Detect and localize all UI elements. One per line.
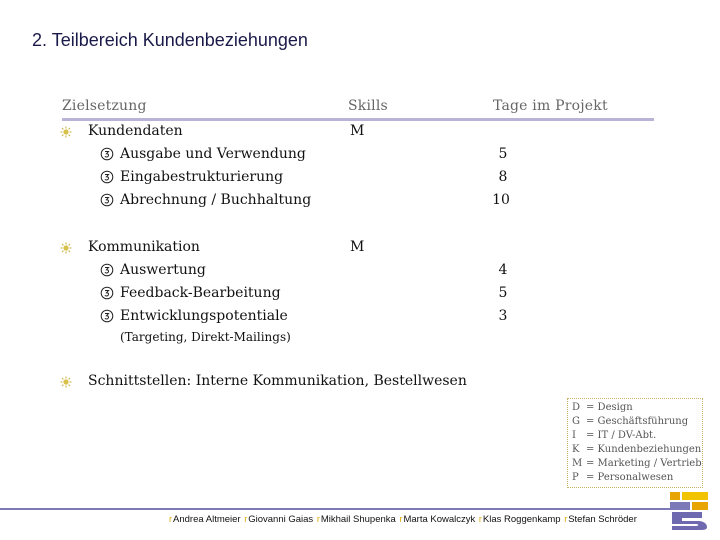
sun-bullet-icon [60,242,72,254]
footer-authors: rAndrea Altmeier rGiovanni Gaias rMikhail Shupenka rMarta Kowalczyk rKlas Roggenkamp rStefan Schröder [169,514,637,525]
item-note: (Targeting, Direkt-Mailings) [120,330,291,344]
legend-row: K = Kundenbeziehungen [572,444,702,455]
header-skills: Skills [348,98,388,114]
footer-divider [0,508,672,510]
author-name: Klas Roggenkamp [482,514,561,525]
author-name: Marta Kowalczyk [403,514,476,525]
legend-row: P = Personalwesen [572,472,674,483]
legend-row: M = Marketing / Vertrieb [572,458,702,469]
author-name: Giovanni Gaias [248,514,314,525]
days-auswertung: 4 [498,262,508,278]
circled-digit-icon [100,170,114,184]
days-abrechnung: 10 [492,192,510,208]
circled-digit-icon [100,286,114,300]
skill-kommunikation: M [350,239,365,255]
skill-kundendaten: M [350,123,365,139]
author-name: Stefan Schröder [568,514,637,525]
header-divider [62,118,654,121]
item-entwicklung: Entwicklungspotentiale [120,308,288,324]
circled-digit-icon [100,147,114,161]
section-kundendaten: Kundendaten [88,123,183,139]
section-schnittstellen: Schnittstellen: Interne Kommunikation, Bestellwesen [88,373,467,389]
item-feedback: Feedback-Bearbeitung [120,285,281,301]
days-eingabe: 8 [498,169,508,185]
legend-box [567,398,703,488]
team-logo-icon [668,490,710,530]
page-title: 2. Teilbereich Kundenbeziehungen [32,30,308,50]
section-kommunikation: Kommunikation [88,239,200,255]
item-ausgabe: Ausgabe und Verwendung [120,146,306,162]
legend-row: D = Design [572,402,633,413]
header-days: Tage im Projekt [493,98,608,114]
circled-digit-icon [100,263,114,277]
header-goal: Zielsetzung [62,98,147,114]
days-entwicklung: 3 [498,308,508,324]
item-eingabe: Eingabestrukturierung [120,169,284,185]
legend-row: G = Geschäftsführung [572,416,689,427]
item-auswertung: Auswertung [120,262,206,278]
author-name: Mikhail Shupenka [320,514,396,525]
circled-digit-icon [100,309,114,323]
sun-bullet-icon [60,376,72,388]
item-abrechnung: Abrechnung / Buchhaltung [120,192,312,208]
legend-row: I = IT / DV-Abt. [572,430,657,441]
days-feedback: 5 [498,285,508,301]
sun-bullet-icon [60,126,72,138]
circled-digit-icon [100,193,114,207]
days-ausgabe: 5 [498,146,508,162]
author-name: Andrea Altmeier [173,514,241,525]
